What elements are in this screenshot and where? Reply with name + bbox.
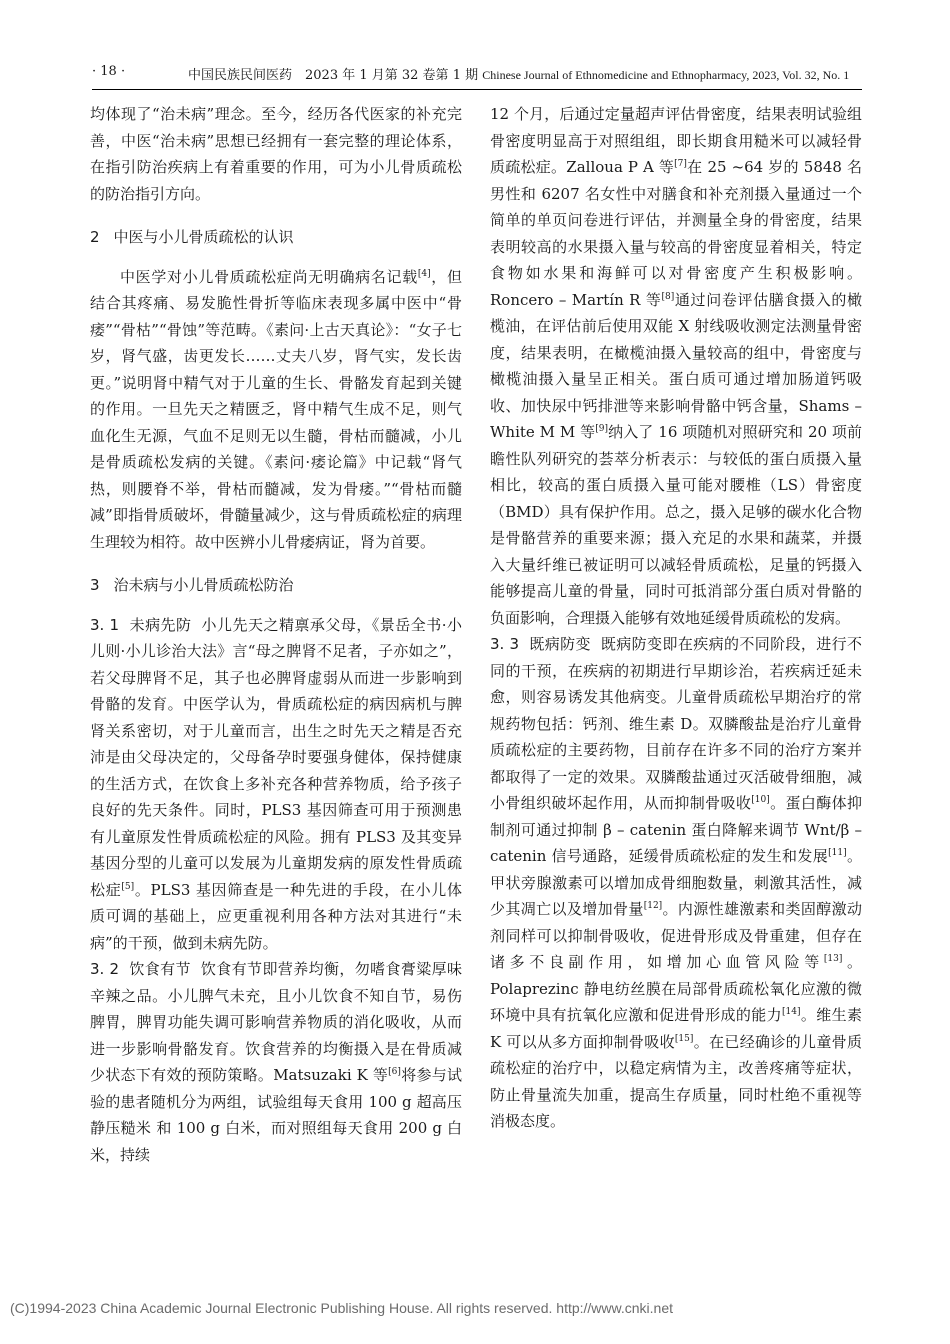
section-2-paragraph [90,264,462,556]
right-column [490,101,862,1135]
section-title: 治未病与小儿骨质疏松防治 [113,576,294,594]
text-run: 。内源性雄激素和类固醇激动剂同样可以抑制骨吸收，促进骨形成及骨重建，但存在诸多不良副作用，如增加心血管风险等 [490,900,862,971]
text-run: 既病防变即在疾病的不同阶段，进行不同的干预，在疾病的初期进行早期诊治，若疾病迁延未愈，则容易诱发其他病变。儿童骨质疏松早期治疗的常规药物包括：钙剂、维生素 D。双膦酸盐是治疗儿童骨质疏松症的主要药物，目前存在许多不同的治疗方案并都取得了一定的效果。双膦酸盐通过灭活破骨细胞，减小骨组织破坏起作用，从而抑制骨吸收 [490,635,862,812]
citation-14[interactable]: [14] [782,1007,801,1017]
citation-5[interactable]: [5] [121,881,135,892]
text-run: 12 个月，后通过定量超声评估骨密度，结果表明试验组骨密度明显高于对照组组，即长期食用糙米可以减轻骨质疏松症。Zalloua P A 等 [490,105,862,176]
subsection-3-2 [90,956,462,1168]
section-number: 2 [90,228,100,246]
running-header [92,62,872,88]
text-run: 在 25 ~64 岁的 5848 名男性和 6207 名女性中对膳食和补充剂摄入量通过一个简单的单页问卷进行评估，并测量全身的骨密度，结果表明较高的水果摄入量与较高的骨密度显着相关，特定食物如水果和海鲜可以对骨密度产生积极影响。Roncero – Martín R 等 [490,158,862,309]
section-3-heading [90,572,462,599]
subsection-number: 3. 1 [90,615,120,634]
left-column [90,101,462,1168]
citation-6[interactable]: [6] [388,1067,401,1077]
subsection-3-3 [490,631,862,1135]
citation-7[interactable]: [7] [674,159,687,169]
citation-12[interactable]: [12] [643,901,663,911]
intro-paragraph: 均体现了“治未病”理念。至今，经历各代医家的补充完善，中医“治未病”思想已经拥有一套完整的理论体系，在指引防治疾病上有着重要的作用，可为小儿骨质疏松的防治指引方向。 [90,105,462,203]
text-run: 中医学对小儿骨质疏松症尚无明确病名记载 [120,267,418,286]
text-run: 饮食有节即营养均衡，勿嗜食膏粱厚味辛辣之品。小儿脾气未充，且小儿饮食不知自节，易伤脾胃，脾胃功能失调可影响营养物质的消化吸收，从而进一步影响骨骼发育。饮食营养的均衡摄入是在骨质减少状态下有效的预防策略。Matsuzaki K 等 [90,960,462,1084]
page-number: · 18 · [92,64,126,79]
journal-citation [188,64,849,83]
diet-studies-paragraph [490,101,862,631]
citation-15[interactable]: [15] [674,1033,694,1044]
text-run: 。在已经确诊的儿童骨质疏松症的治疗中，以稳定病情为主，改善疼痛等症状，防止骨量流失加重，提高生存质量，同时杜绝不重视等消极态度。 [490,1032,862,1130]
subsection-title: 未病先防 [129,615,192,634]
text-run: 。甲状旁腺激素可以增加成骨细胞数量，刺激其活性，减少其凋亡以及增加骨量 [490,847,862,918]
journal-cn: 中国民族民间医药 2023 年 1 月第 32 卷第 1 期 [188,68,479,83]
text-run: 通过问卷评估膳食摄入的橄榄油，在评估前后使用双能 X 射线吸收测定法测量骨密度，结果表明，在橄榄油摄入量较高的组中，骨密度与橄榄油摄入量呈正相关。蛋白质可通过增加肠道钙吸收、加快尿中钙排泄等来影响骨骼中钙含量，Shams – White M M 等 [490,290,862,441]
citation-13[interactable]: [13] [823,954,843,964]
section-2-heading [90,224,462,251]
copyright-footer: (C)1994-2023 China Academic Journal Electronic Publishing House. All rights reserved. http://www.cnki.net [10,1300,673,1316]
header-rule [92,89,862,90]
text-run: 纳入了 16 项随机对照研究和 20 项前瞻性队列研究的荟萃分析表示：与较低的蛋白质摄入量相比，较高的蛋白质摄入量可能对腰椎（LS）骨密度（BMD）具有保护作用。总之，摄入足够的碳水化合物是骨骼营养的重要来源；摄入充足的水果和蔬菜，并摄入大量纤维已被证明可以减轻骨质疏松，足量的钙摄入能够提高儿童的骨量，同时可抵消部分蛋白质对骨骼的负面影响，合理摄入能够有效地延缓骨质疏松的发病。 [490,423,863,627]
text-run: 小儿先天之精禀承父母，《景岳全书·小儿则·小儿诊治大法》言“母之脾肾不足者，子亦如之”，若父母脾肾不足，其子也必脾肾虚弱从而进一步影响到骨骼的发育。中医学认为，骨质疏松症的病因病机与脾肾关系密切，对于儿童而言，出生之时先天之精是否充沛是由父母决定的，父母备孕时要强身健体，保持健康的生活方式，在饮食上多补充各种营养物质，给予孩子良好的先天条件。同时，PLS3 基因筛查可用于预测患有儿童原发性骨质疏松症的风险。拥有 PLS3 及其变异基因分型的儿童可以发展为儿童期发病的原发性骨质疏松症 [90,615,462,899]
journal-en: Chinese Journal of Ethnomedicine and Ethnopharmacy, 2023, Vol. 32, No. 1 [482,68,850,82]
citation-10[interactable]: [10] [751,795,770,805]
subsection-title: 既病防变 [529,635,591,653]
text-run: 将参与试验的患者随机分为两组，试验组每天食用 100 g 超高压静压糙米 和 100 g 白米，而对照组每天食用 200 g 白米，持续 [90,1066,462,1164]
citation-11[interactable]: [11] [828,848,847,858]
section-title: 中医与小儿骨质疏松的认识 [113,228,294,246]
citation-8[interactable]: [8] [661,291,675,302]
subsection-number: 3. 2 [90,960,120,978]
subsection-title: 饮食有节 [129,960,191,978]
subsection-3-1 [90,612,462,957]
citation-4[interactable]: [4] [417,268,431,279]
subsection-number: 3. 3 [490,635,520,653]
text-run: 。Polaprezinc 静电纺丝膜在局部骨质疏松氧化应激的微环境中具有抗氧化应激和促进骨形成的能力 [490,953,862,1024]
citation-9[interactable]: [9] [595,424,608,434]
text-run: 。PLS3 基因筛查是一种先进的手段，在小儿体质可调的基础上，应更重视利用各种方法对其进行“未病”的干预，做到未病先防。 [90,880,462,952]
text-run: 。蛋白酶体抑制剂可通过抑制 β – catenin 蛋白降解来调节 Wnt/β – catenin 信号通路，延缓骨质疏松症的发生和发展 [490,794,862,865]
text-run: ，但结合其疼痛、易发脆性骨折等临床表现多属中医中“骨痿”“骨枯”“骨蚀”等范畴。《素问·上古天真论》：“女子七岁，肾气盛，齿更发长……丈夫八岁，肾气实，发长齿更。”说明肾中精气对于儿童的生长、骨骼发育起到关键的作用。一旦先天之精匮乏，肾中精气生成不足，则气血化生无源，气血不足则无以生髓，骨枯而髓减，小儿是骨质疏松发病的关键。《素问·痿论篇》中记载“肾气热，则腰脊不举，骨枯而髓减，发为骨痿。”“骨枯而髓减”即指骨质破坏，骨髓量减少，这与骨质疏松症的病理生理较为相符。故中医辨小儿骨痿病证，肾为首要。 [90,267,462,551]
section-number: 3 [90,576,100,594]
text-run: 。维生素 K 可以从多方面抑制骨吸收 [490,1006,862,1051]
